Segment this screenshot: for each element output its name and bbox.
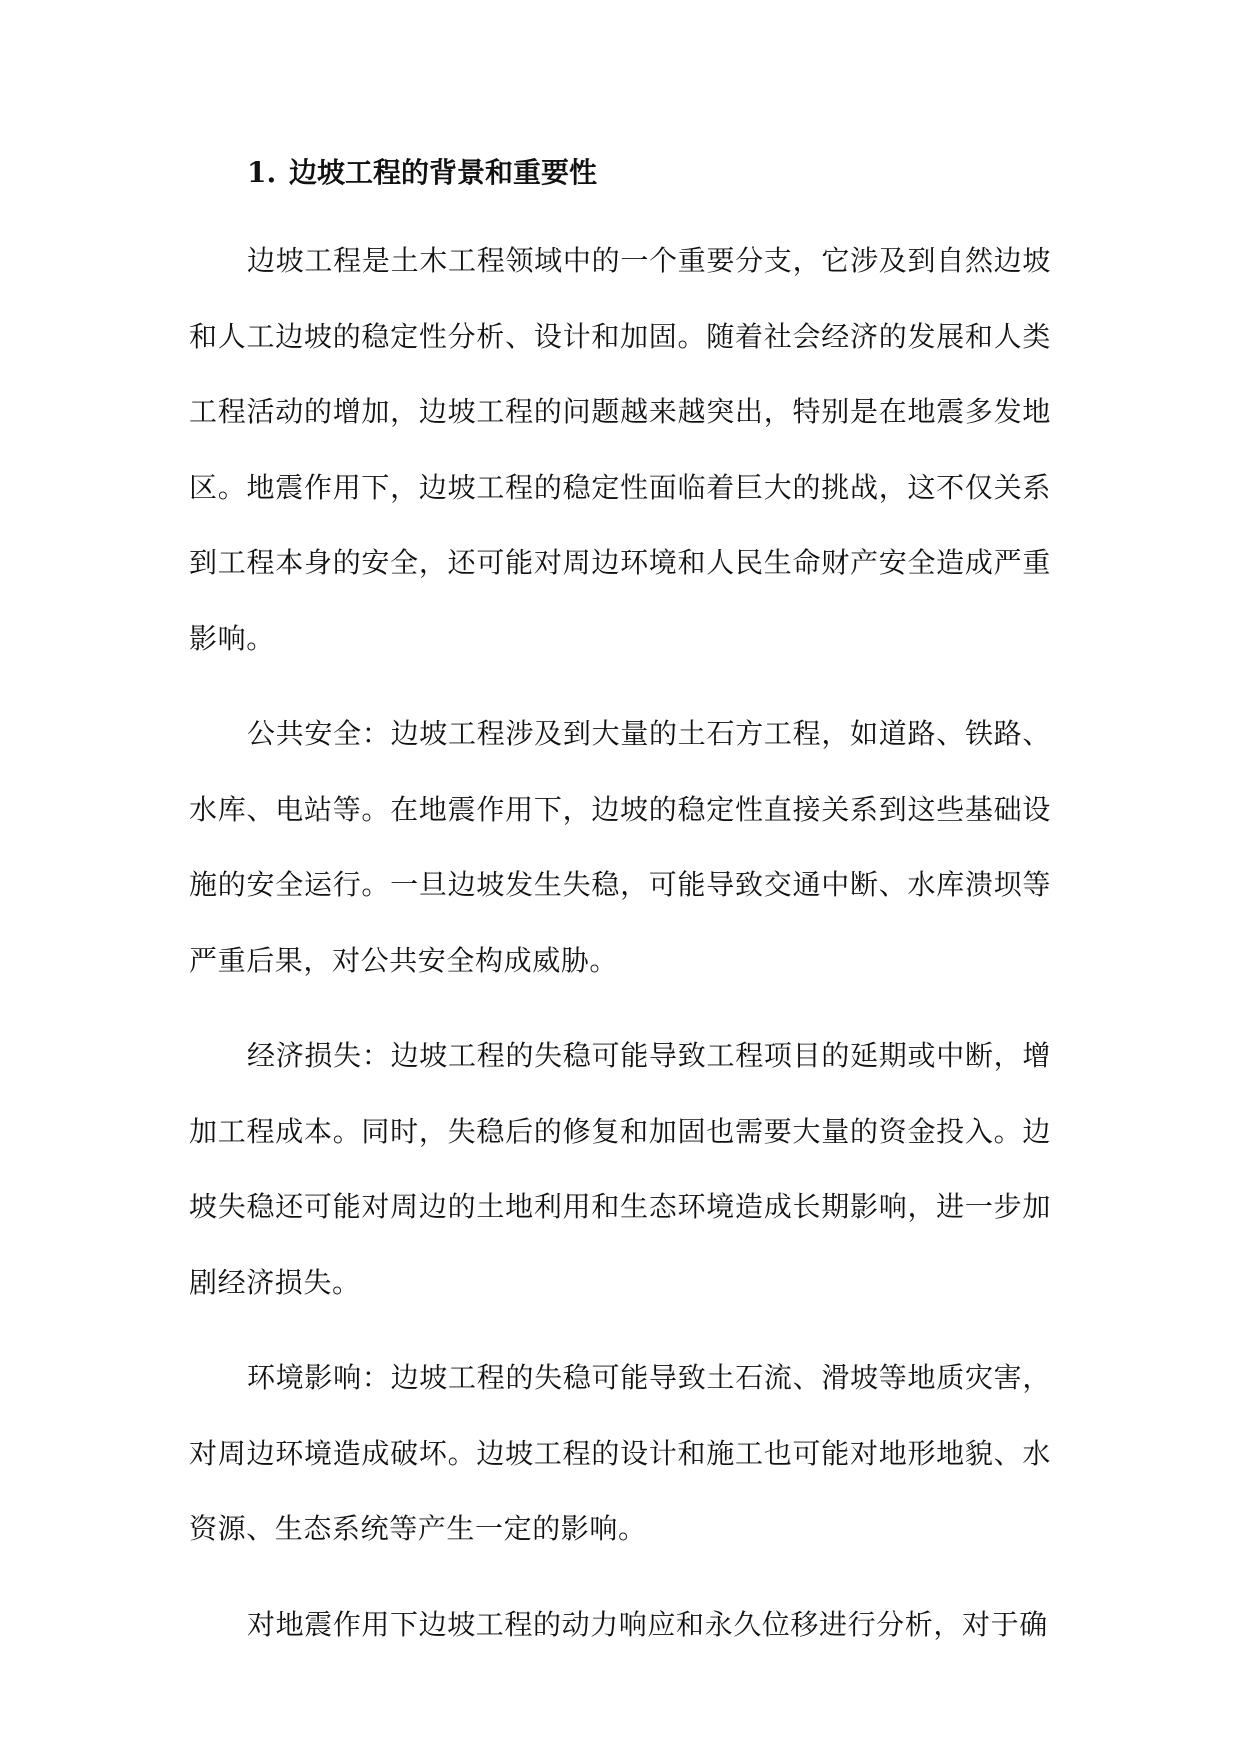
paragraph-economic-loss: 经济损失：边坡工程的失稳可能导致工程项目的延期或中断，增加工程成本。同时，失稳后的修复和加固也需要大量的资金投入。边坡失稳还可能对周边的土地利用和生态环境造成长期影响，进一步加剧经济损失。 [189, 1039, 1051, 1299]
paragraph-public-safety: 公共安全：边坡工程涉及到大量的土石方工程，如道路、铁路、水库、电站等。在地震作用下，边坡的稳定性直接关系到这些基础设施的安全运行。一旦边坡发生失稳，可能导致交通中断、水库溃坝等严重后果，对公共安全构成威胁。 [189, 717, 1051, 977]
document-body [189, 145, 1051, 1662]
paragraph-analysis: 对地震作用下边坡工程的动力响应和永久位移进行分析，对于确 [247, 1607, 1048, 1641]
section-number: 1. [247, 156, 277, 189]
paragraph-environmental-impact: 环境影响：边坡工程的失稳可能导致土石流、滑坡等地质灾害，对周边环境造成破坏。边坡工程的设计和施工也可能对地形地貌、水资源、生态系统等产生一定的影响。 [189, 1361, 1051, 1545]
section-title: 边坡工程的背景和重要性 [289, 156, 598, 189]
section-heading [247, 145, 1051, 201]
paragraph-background: 边坡工程是土木工程领域中的一个重要分支，它涉及到自然边坡和人工边坡的稳定性分析、设计和加固。随着社会经济的发展和人类工程活动的增加，边坡工程的问题越来越突出，特别是在地震多发地区。地震作用下，边坡工程的稳定性面临着巨大的挑战，这不仅关系到工程本身的安全，还可能对周边环境和人民生命财产安全造成严重影响。 [189, 244, 1051, 655]
